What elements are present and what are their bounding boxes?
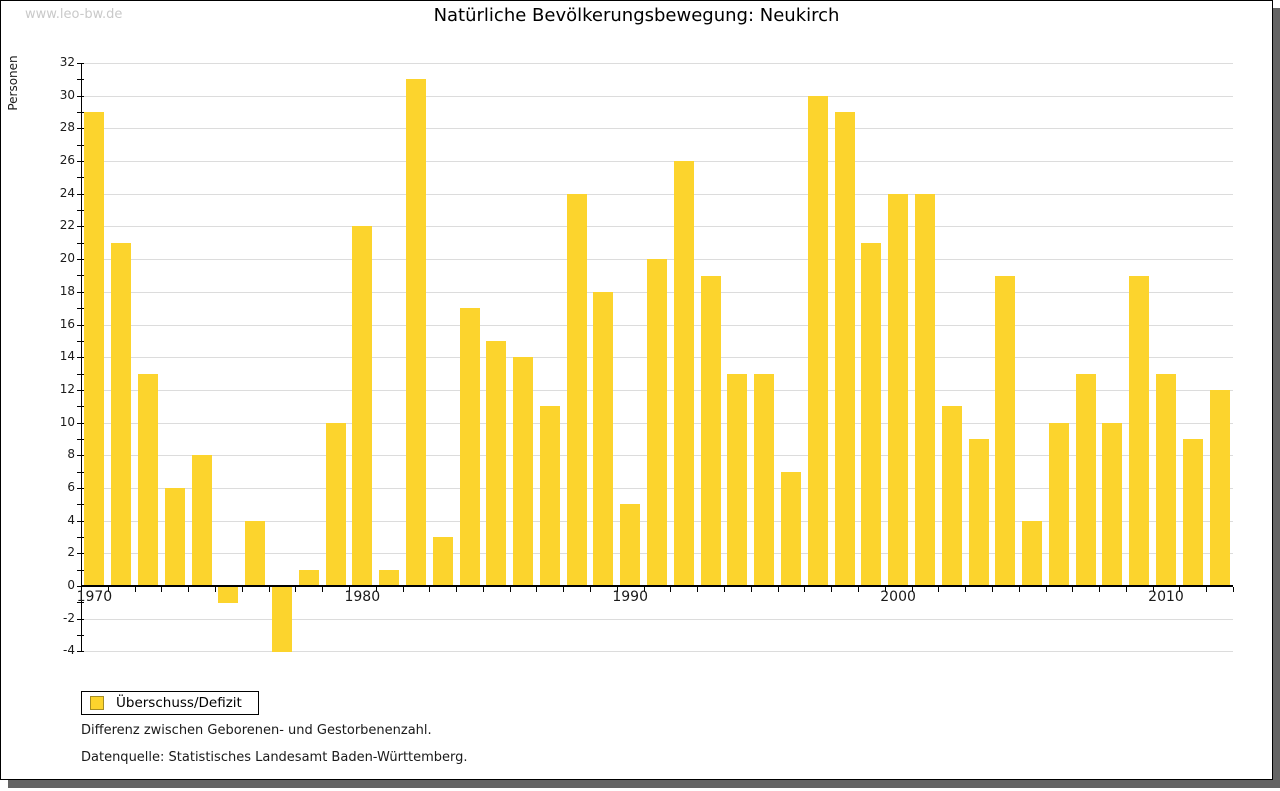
y-axis-tick <box>77 357 84 358</box>
bar <box>727 374 747 587</box>
bar <box>942 406 962 586</box>
y-axis-tick-label: 2 <box>67 545 75 560</box>
y-axis-tick <box>77 128 84 129</box>
x-axis-tick-label: 2010 <box>1148 589 1184 605</box>
bar <box>781 472 801 586</box>
x-axis-tick <box>697 587 698 592</box>
gridline <box>81 194 1233 195</box>
x-axis-tick <box>510 587 511 592</box>
gridline <box>81 226 1233 227</box>
bar <box>674 161 694 586</box>
y-axis-tick-label: 24 <box>59 185 75 200</box>
x-axis-tick <box>295 587 296 592</box>
y-axis-tick-label: -2 <box>63 610 75 625</box>
bar <box>888 194 908 586</box>
bar <box>808 96 828 586</box>
y-axis-tick <box>77 292 84 293</box>
legend-label: Überschuss/Defizit <box>116 695 242 711</box>
y-axis-tick <box>77 96 84 97</box>
x-axis-tick <box>188 587 189 592</box>
x-axis-tick <box>1019 587 1020 592</box>
bar <box>192 455 212 586</box>
x-axis-tick-label: 1980 <box>344 589 381 605</box>
y-axis-tick <box>77 423 84 424</box>
x-axis-tick <box>1126 587 1127 592</box>
bar <box>1129 276 1149 587</box>
y-axis-tick-label: 30 <box>59 87 75 102</box>
y-axis-tick <box>77 390 84 391</box>
y-axis-tick <box>77 243 84 244</box>
y-axis-tick-label: -4 <box>63 643 75 658</box>
y-axis-tick <box>77 177 84 178</box>
x-axis-tick-label: 1970 <box>76 589 113 605</box>
y-axis-tick <box>77 455 84 456</box>
x-axis-tick-label: 2000 <box>880 589 916 605</box>
y-axis-tick <box>77 651 84 652</box>
y-axis-tick <box>77 504 84 505</box>
bar <box>352 226 372 586</box>
y-axis-tick <box>77 635 84 636</box>
x-axis-tick <box>483 587 484 592</box>
y-axis-tick-label: 20 <box>59 251 75 266</box>
x-axis-tick <box>1099 587 1100 592</box>
bar <box>540 406 560 586</box>
x-axis-tick <box>1046 587 1047 592</box>
bar <box>245 521 265 586</box>
x-axis-tick <box>322 587 323 592</box>
y-axis-tick <box>77 553 84 554</box>
y-axis-tick <box>77 275 84 276</box>
x-axis-tick <box>778 587 779 592</box>
bar <box>915 194 935 586</box>
bar <box>486 341 506 586</box>
x-axis-tick <box>429 587 430 592</box>
bar <box>218 587 238 603</box>
x-axis-tick <box>1072 587 1073 592</box>
bar <box>1156 374 1176 587</box>
bar <box>1022 521 1042 586</box>
y-axis-tick <box>77 145 84 146</box>
bar <box>1076 374 1096 587</box>
gridline <box>81 619 1233 620</box>
y-axis-tick <box>77 488 84 489</box>
y-axis-tick-label: 10 <box>59 414 75 429</box>
y-axis-tick <box>77 210 84 211</box>
y-axis-tick <box>77 570 84 571</box>
x-axis-tick <box>161 587 162 592</box>
x-axis-tick <box>563 587 564 592</box>
y-axis-tick-label: 12 <box>59 381 75 396</box>
x-axis-tick <box>724 587 725 592</box>
bar <box>272 587 292 652</box>
y-axis-tick-label: 4 <box>67 512 75 527</box>
bar <box>1210 390 1230 586</box>
y-axis-tick-label: 16 <box>59 316 75 331</box>
footnote-description: Differenz zwischen Geborenen- und Gestorbenenzahl. <box>81 723 432 738</box>
bar <box>995 276 1015 587</box>
bar <box>1183 439 1203 586</box>
x-axis-tick <box>269 587 270 592</box>
bar <box>138 374 158 587</box>
bar <box>620 504 640 586</box>
y-axis-tick <box>77 161 84 162</box>
y-axis-tick <box>77 521 84 522</box>
y-axis-tick-label: 14 <box>59 349 75 364</box>
x-axis-tick <box>992 587 993 592</box>
y-axis-tick <box>77 226 84 227</box>
y-axis-tick <box>77 325 84 326</box>
x-axis-tick-label: 1990 <box>612 589 648 605</box>
x-axis-tick <box>804 587 805 592</box>
y-axis-tick-label: 8 <box>67 447 75 462</box>
bar <box>406 79 426 586</box>
bar <box>861 243 881 586</box>
x-axis-tick <box>670 587 671 592</box>
x-axis-tick <box>590 587 591 592</box>
bar <box>379 570 399 586</box>
bar <box>567 194 587 586</box>
y-axis-tick-label: 32 <box>59 55 75 69</box>
y-axis-title: Personen <box>6 55 20 111</box>
y-axis-tick-label: 22 <box>59 218 75 233</box>
bar <box>165 488 185 586</box>
x-axis-tick <box>965 587 966 592</box>
x-axis-tick <box>456 587 457 592</box>
bar <box>969 439 989 586</box>
bar <box>299 570 319 586</box>
y-axis-tick-label: 26 <box>59 153 75 168</box>
gridline <box>81 63 1233 64</box>
x-axis-tick <box>536 587 537 592</box>
y-axis-tick <box>77 341 84 342</box>
gridline <box>81 161 1233 162</box>
bar <box>326 423 346 586</box>
y-axis-tick <box>77 308 84 309</box>
y-axis-tick <box>77 586 84 587</box>
bar <box>84 112 104 586</box>
legend-swatch-icon <box>90 696 104 710</box>
legend <box>81 691 259 715</box>
bar <box>593 292 613 586</box>
y-axis-tick <box>77 406 84 407</box>
y-axis-tick <box>77 374 84 375</box>
x-axis-tick <box>1206 587 1207 592</box>
y-axis-tick <box>77 619 84 620</box>
y-axis-tick-label: 28 <box>59 120 75 135</box>
y-axis-tick <box>77 112 84 113</box>
x-axis-line <box>81 585 1233 587</box>
bar <box>835 112 855 586</box>
x-axis-tick <box>938 587 939 592</box>
plot-area <box>1 1 1272 779</box>
bar <box>701 276 721 587</box>
watermark: www.leo-bw.de <box>25 7 123 22</box>
bar <box>111 243 131 586</box>
page-title: Natürliche Bevölkerungsbewegung: Neukirch <box>433 5 840 26</box>
y-axis-tick-label: 18 <box>59 283 75 298</box>
bar <box>1049 423 1069 586</box>
bar <box>754 374 774 587</box>
gridline <box>81 128 1233 129</box>
y-axis-tick-label: 6 <box>67 479 75 494</box>
x-axis-tick <box>831 587 832 592</box>
y-axis-tick <box>77 537 84 538</box>
bar <box>513 357 533 586</box>
x-axis-tick <box>403 587 404 592</box>
gridline <box>81 96 1233 97</box>
gridline <box>81 651 1233 652</box>
x-axis-tick <box>751 587 752 592</box>
x-axis-tick <box>215 587 216 592</box>
x-axis-tick <box>242 587 243 592</box>
bar <box>647 259 667 586</box>
y-axis-tick <box>77 194 84 195</box>
x-axis-tick <box>135 587 136 592</box>
x-axis-tick <box>1233 587 1234 592</box>
y-axis-tick-label: 0 <box>67 578 75 592</box>
footnote-source: Datenquelle: Statistisches Landesamt Baden-Württemberg. <box>81 750 468 765</box>
x-axis-tick <box>858 587 859 592</box>
bar <box>433 537 453 586</box>
y-axis-tick <box>77 63 84 64</box>
bar <box>460 308 480 586</box>
y-axis-tick <box>77 472 84 473</box>
bar <box>1102 423 1122 586</box>
y-axis-tick <box>77 439 84 440</box>
y-axis-tick <box>77 259 84 260</box>
y-axis-tick <box>77 79 84 80</box>
